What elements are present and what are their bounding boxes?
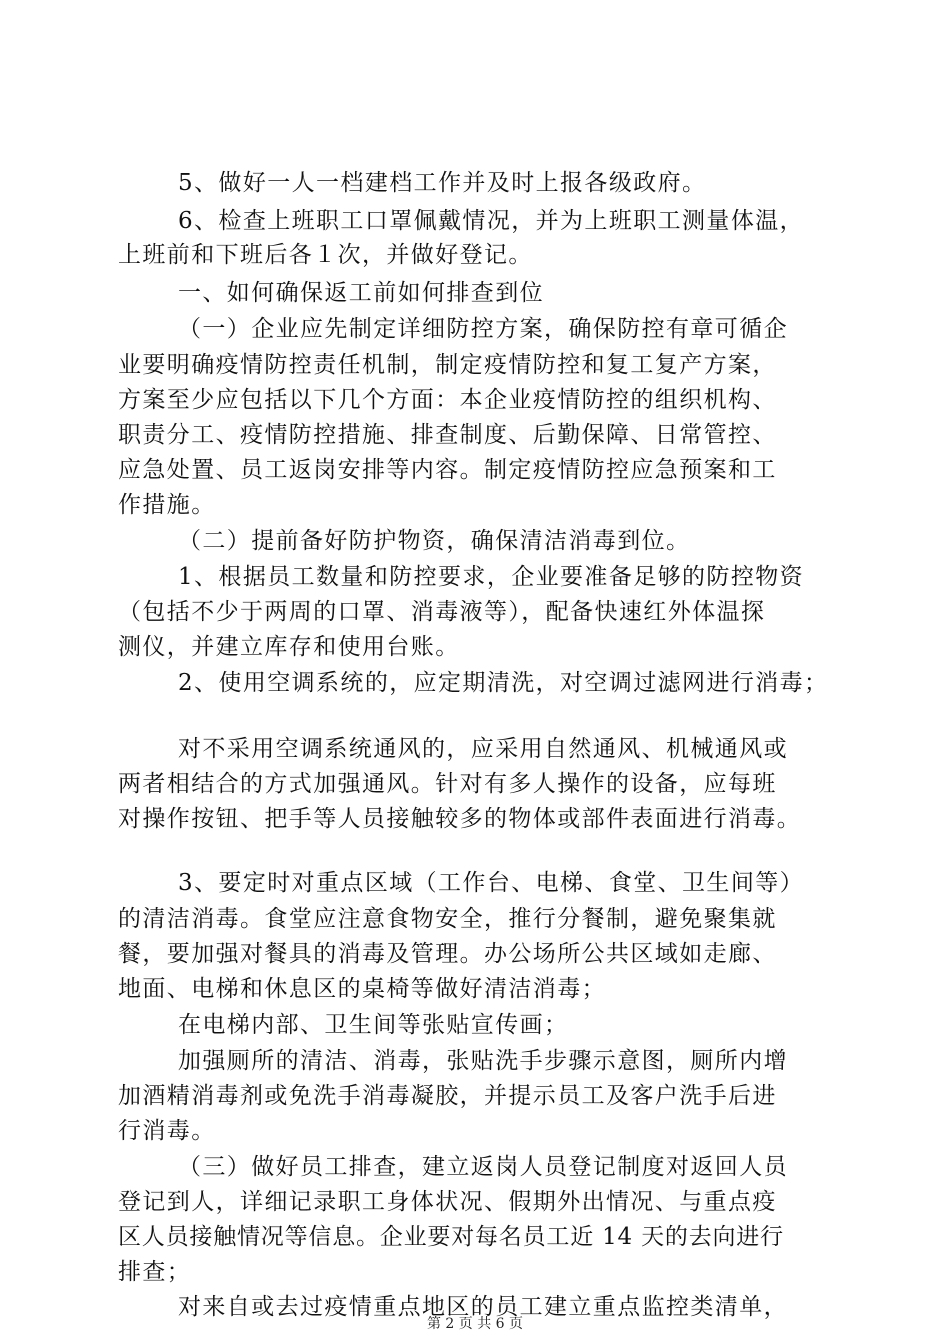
text-line: 排查； [118,1259,192,1285]
text-line: 3、要定时对重点区域（工作台、电梯、食堂、卫生间等） [178,870,805,896]
text-line: （一）企业应先制定详细防控方案，确保防控有章可循企 [178,316,788,342]
text-line: 区人员接触情况等信息。企业要对每名员工近 14 天的去向进行 [118,1224,784,1250]
text-line: 业要明确疫情防控责任机制，制定疫情防控和复工复产方案， [118,352,777,378]
page-number-footer: 第 2 页 共 6 页 [426,1316,524,1332]
text-line: 一、如何确保返工前如何排查到位 [178,280,544,306]
text-line: 加酒精消毒剂或免洗手消毒凝胶，并提示员工及客户洗手后进 [118,1083,777,1109]
text-line: 对操作按钮、把手等人员接触较多的物体或部件表面进行消毒。 [118,806,802,832]
text-line: （包括不少于两周的口罩、消毒液等），配备快速红外体温探 [118,599,766,625]
text-line: 行消毒。 [118,1118,216,1144]
text-line: 登记到人，详细记录职工身体状况、假期外出情况、与重点疫 [118,1189,777,1215]
text-line: 职责分工、疫情防控措施、排查制度、后勤保障、日常管控、 [118,422,777,448]
text-line: 测仪，并建立库存和使用台账。 [118,634,460,660]
text-line: 应急处置、员工返岗安排等内容。制定疫情防控应急预案和工 [118,457,777,483]
text-line: 在电梯内部、卫生间等张贴宣传画； [178,1012,569,1038]
text-line: 对来自或去过疫情重点地区的员工建立重点监控类清单， [178,1294,788,1320]
text-line: 餐，要加强对餐具的消毒及管理。办公场所公共区域如走廊、 [118,941,777,967]
text-line: （二）提前备好防护物资，确保清洁消毒到位。 [178,528,691,554]
text-line: 5、做好一人一档建档工作并及时上报各级政府。 [178,170,707,196]
text-line: 6、检查上班职工口罩佩戴情况，并为上班职工测量体温， [178,208,805,234]
text-line: 两者相结合的方式加强通风。针对有多人操作的设备，应每班 [118,771,777,797]
text-line: 方案至少应包括以下几个方面：本企业疫情防控的组织机构、 [118,387,777,413]
text-line: 2、使用空调系统的，应定期清洗，对空调过滤网进行消毒； [178,670,829,696]
text-line: 上班前和下班后各１次，并做好登记。 [118,242,533,268]
text-line: （三）做好员工排查，建立返岗人员登记制度对返回人员 [178,1154,788,1180]
text-line: 的清洁消毒。食堂应注意食物安全，推行分餐制，避免聚集就 [118,906,777,932]
text-line: 地面、电梯和休息区的桌椅等做好清洁消毒； [118,976,606,1002]
text-line: 对不采用空调系统通风的，应采用自然通风、机械通风或 [178,736,788,762]
text-line: 加强厕所的清洁、消毒，张贴洗手步骤示意图，厕所内增 [178,1048,788,1074]
text-line: 作措施。 [118,492,216,518]
text-line: 1、根据员工数量和防控要求，企业要准备足够的防控物资 [178,564,805,590]
